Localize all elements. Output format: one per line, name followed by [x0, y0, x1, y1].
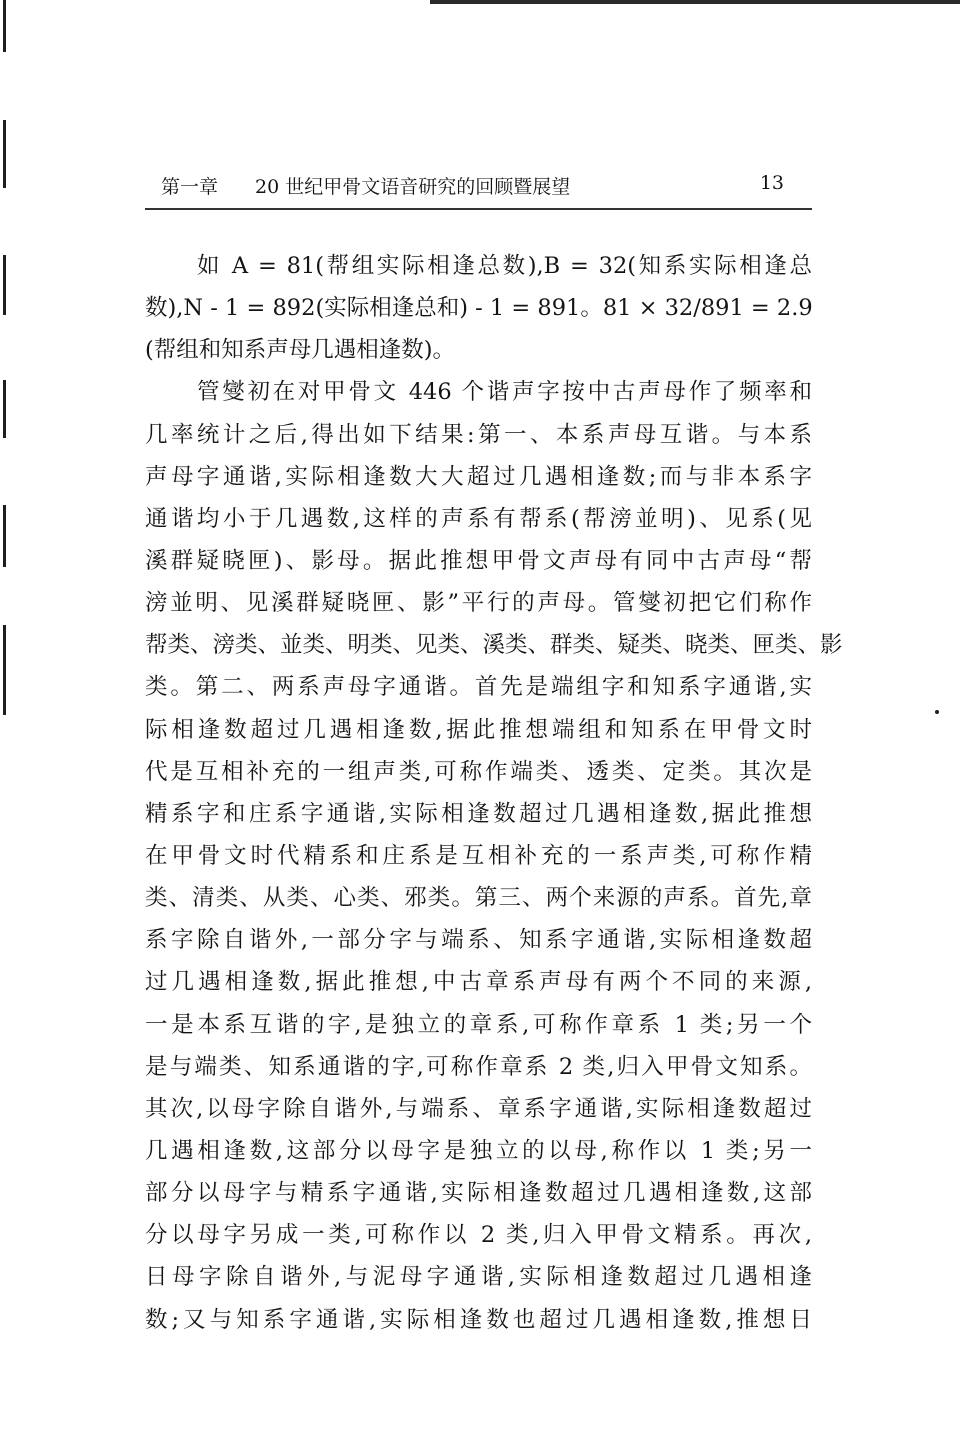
running-head-chapter: 第一章	[161, 176, 219, 198]
body-text	[145, 245, 843, 1341]
scan-margin-mark	[3, 120, 6, 188]
scan-margin-mark	[3, 625, 6, 715]
text-line: 如 A = 81(帮组实际相逢总数),B = 32(知系实际相逢总	[197, 253, 812, 279]
text-line: 数;又与知系字通谐,实际相逢数也超过几遇相逢数,推想日	[145, 1306, 812, 1333]
scan-margin-mark	[3, 0, 6, 52]
text-line: 系字除自谐外,一部分字与端系、知系字通谐,实际相逢数超	[145, 927, 812, 954]
scan-margin-mark	[3, 380, 6, 438]
text-line: 在甲骨文时代精系和庄系是互相补充的一系声类,可称作精	[145, 842, 812, 869]
text-line: 声母字通谐,实际相逢数大大超过几遇相逢数;而与非本系字	[145, 463, 812, 490]
header-rule	[145, 208, 812, 210]
text-line: 一是本系互谐的字,是独立的章系,可称作章系 1 类;另一个	[145, 1011, 812, 1038]
text-line: (帮组和知系声母几遇相逢数)。	[145, 337, 456, 364]
scan-edge-line	[430, 0, 960, 4]
text-line: 部分以母字与精系字通谐,实际相逢数超过几遇相逢数,这部	[145, 1180, 812, 1207]
text-line: 通谐均小于几遇数,这样的声系有帮系(帮滂並明)、见系(见	[145, 505, 812, 532]
text-line: 滂並明、见溪群疑晓匣、影”平行的声母。管燮初把它们称作	[145, 590, 812, 617]
scan-speck	[935, 710, 939, 714]
text-line: 几率统计之后,得出如下结果:第一、本系声母互谐。与本系	[145, 421, 812, 448]
text-line: 几遇相逢数,这部分以母字是独立的以母,称作以 1 类;另一	[145, 1137, 812, 1164]
scan-margin-mark	[3, 505, 6, 567]
text-line: 分以母字另成一类,可称作以 2 类,归入甲骨文精系。再次,	[145, 1222, 812, 1249]
text-line: 其次,以母字除自谐外,与端系、章系字通谐,实际相逢数超过	[145, 1095, 812, 1122]
page-number: 13	[759, 172, 784, 194]
text-line: 是与端类、知系通谐的字,可称作章系 2 类,归入甲骨文知系。	[145, 1053, 812, 1080]
scan-margin-mark	[3, 255, 6, 315]
running-head	[145, 172, 812, 202]
running-head-title: 20 世纪甲骨文语音研究的回顾暨展望	[255, 176, 571, 198]
text-line: 代是互相补充的一组声类,可称作端类、透类、定类。其次是	[145, 758, 812, 785]
text-line: 际相逢数超过几遇相逢数,据此推想端组和知系在甲骨文时	[145, 716, 812, 743]
text-line: 类、清类、从类、心类、邪类。第三、两个来源的声系。首先,章	[145, 885, 812, 912]
text-line: 溪群疑晓匣)、影母。据此推想甲骨文声母有同中古声母“帮	[145, 547, 812, 574]
text-line: 管燮初在对甲骨文 446 个谐声字按中古声母作了频率和	[197, 379, 812, 406]
text-line: 日母字除自谐外,与泥母字通谐,实际相逢数超过几遇相逢	[145, 1264, 812, 1291]
text-line: 过几遇相逢数,据此推想,中古章系声母有两个不同的来源,	[145, 969, 812, 996]
text-line: 帮类、滂类、並类、明类、见类、溪类、群类、疑类、晓类、匣类、影	[145, 632, 843, 659]
text-line: 数),N - 1 = 892(实际相逢总和) - 1 = 891。81 × 32/891 = 2.9	[145, 295, 813, 322]
text-line: 精系字和庄系字通谐,实际相逢数超过几遇相逢数,据此推想	[145, 800, 812, 827]
text-line: 类。第二、两系声母字通谐。首先是端组字和知系字通谐,实	[145, 674, 812, 701]
